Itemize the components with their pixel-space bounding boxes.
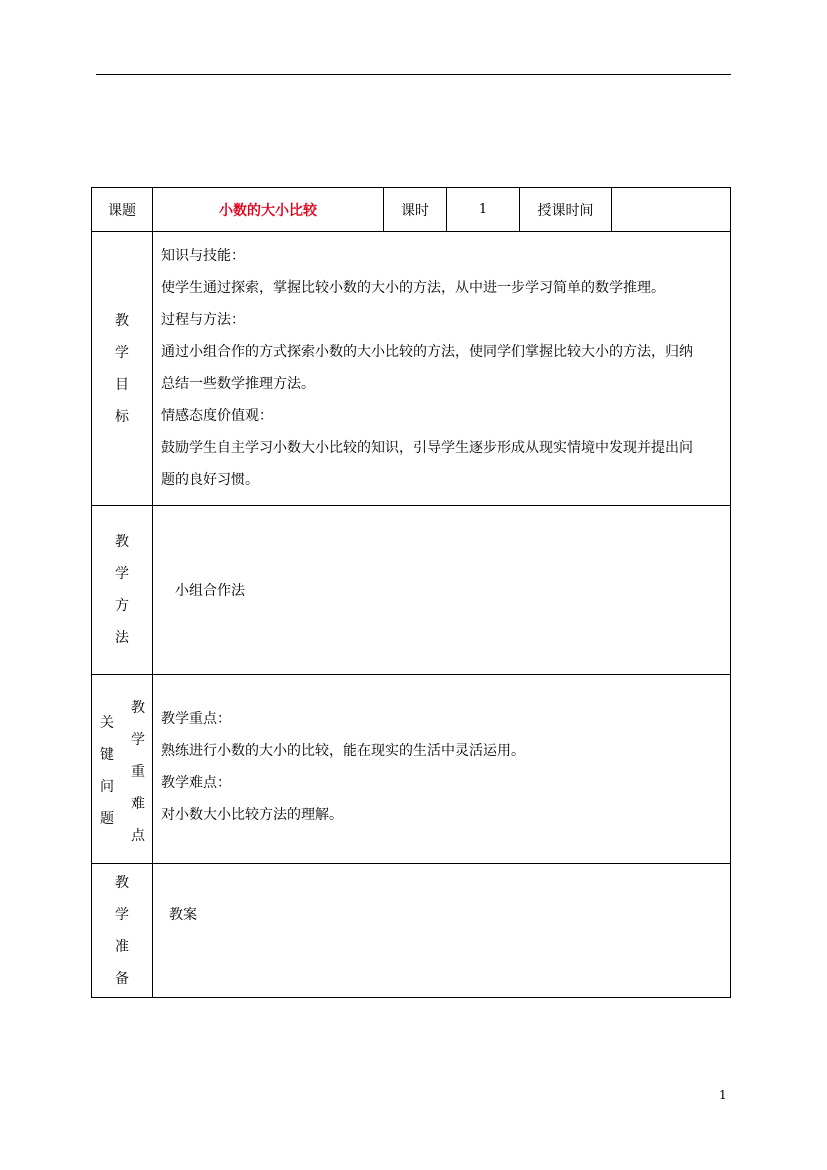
- goals-content: 知识与技能： 使学生通过探索，掌握比较小数的大小的方法，从中进一步学习简单的数学推理。 过程与方法： 通过小组合作的方式探索小数的大小比较的方法，使同学们掌握比较大小的方法，归纳 总结一些数学推理方法。 情感态度价值观： 鼓励学生自主学习小数大小比较的知识，引导学生逐步形成从现实情境中发现并提出问 题的良好习惯。: [153, 232, 731, 506]
- key-row: [92, 675, 731, 864]
- prep-row: [92, 864, 731, 998]
- method-content: 小组合作法: [153, 506, 731, 675]
- period-label: 课时: [384, 188, 447, 232]
- time-label: 授课时间: [520, 188, 612, 232]
- method-label: 教 学 方 法: [92, 506, 153, 675]
- key-label-right: 教 学 重 难 点: [131, 700, 145, 844]
- header-row: [92, 188, 731, 232]
- time-value: [612, 188, 731, 232]
- lesson-plan-table: [91, 187, 731, 998]
- lesson-title: 小数的大小比较: [153, 188, 384, 232]
- page-number: 1: [719, 1088, 727, 1102]
- goals-label: 教 学 目 标: [92, 232, 153, 506]
- key-label-left: 关 键 问 题: [100, 715, 114, 827]
- method-row: [92, 506, 731, 675]
- prep-content: 教案: [153, 864, 731, 998]
- prep-label: 教 学 准 备: [92, 864, 153, 998]
- goals-row: [92, 232, 731, 506]
- lesson-label: 课题: [92, 188, 153, 232]
- key-content: 教学重点： 熟练进行小数的大小的比较，能在现实的生活中灵活运用。 教学难点： 对小数大小比较方法的理解。: [153, 675, 731, 864]
- period-value: 1: [447, 188, 520, 232]
- key-label: [92, 675, 153, 864]
- header-rule: [96, 74, 731, 75]
